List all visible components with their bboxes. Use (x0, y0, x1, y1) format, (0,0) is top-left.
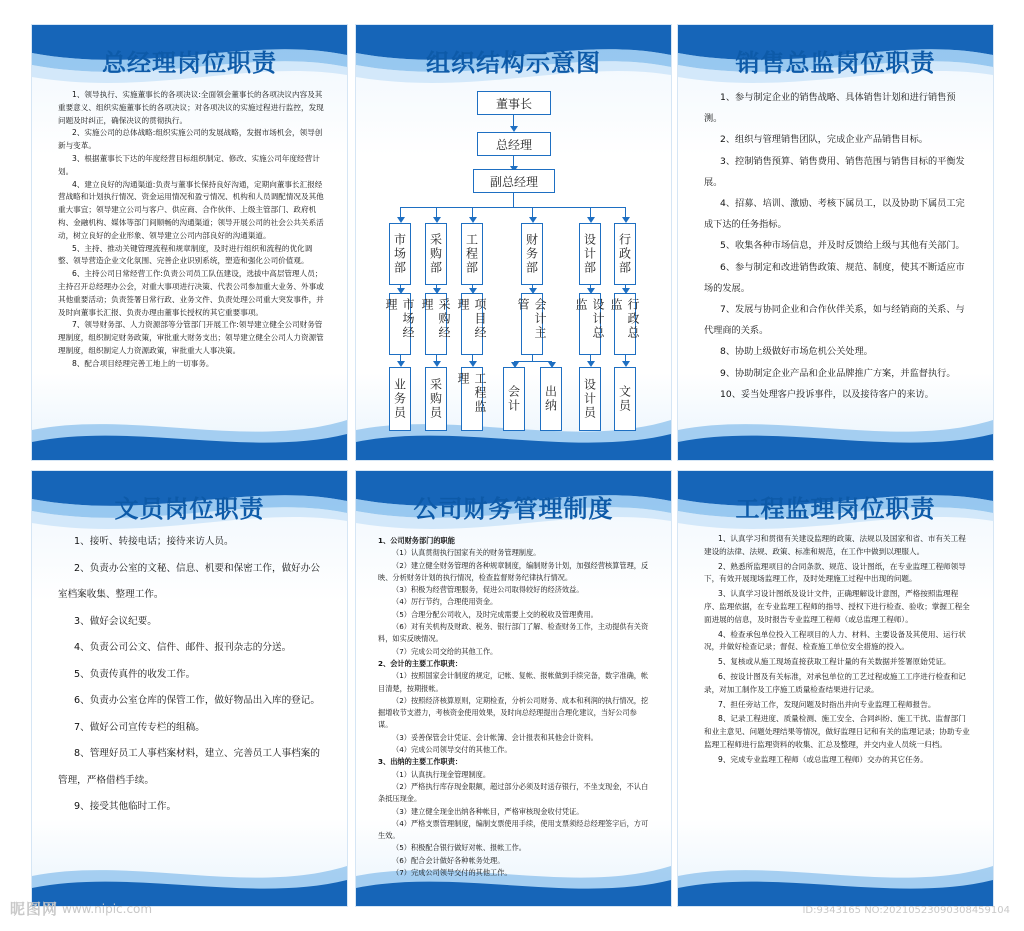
bottom-wave-decoration (32, 400, 347, 460)
rule-line: （4）完成公司领导交付的其他工作。 (392, 745, 512, 755)
duty-line: 2、实施公司的总体战略:组织实施公司的发展战略，发掘市场机会，领导创新与变革。 (58, 128, 323, 151)
panel-sales-director-duties (677, 24, 994, 461)
duty-line: 5、主持、推动关键管理流程和规章制度，及时进行组织和流程的优化调整、领导营造企业文化氛围、完善企业识别系统，塑造和强化公司价值观。 (58, 243, 313, 266)
rule-line: （5）合理分配公司收入，及时完成需要上交的税收及管理费用。 (392, 609, 598, 619)
panel-body (58, 529, 325, 821)
rule-line: （3）妥善保管会计凭证、会计帐簿、会计报表和其他会计资料。 (392, 732, 598, 742)
panel-title: 总经理岗位职责 (102, 48, 277, 77)
rule-line: （4）严格支票管理制度，编制支票使用手续，使用支票须经总经理签字后，方可生效。 (378, 818, 649, 841)
org-box-staff: 业务员 (389, 367, 411, 431)
org-box-dept: 工程部 (461, 223, 483, 285)
org-box-staff: 采购员 (425, 367, 447, 431)
rule-line: （3）积极为经营管理服务，促进公司取得较好的经济效益。 (392, 585, 584, 595)
panel-title: 组织结构示意图 (426, 48, 601, 77)
panel-body (378, 535, 651, 879)
duty-line: 7、领导财务部、人力资源部等分管部门开展工作:领导建立健全公司财务管理制度，组织制定财务政策，审批重大财务支出；领导建立健全公司人力资源管理制度，组织制定人力资源政策，审批重大人事决策。 (58, 320, 324, 355)
duty-line: 4、招募、培训、激励、考核下属员工，以及协助下属员工完成下达的任务指标。 (704, 198, 965, 231)
rule-line: （1）认真贯彻执行国家有关的财务管理制度。 (392, 548, 541, 558)
rule-line: （1）认真执行现金管理制度。 (392, 769, 491, 779)
panel-title: 工程监理岗位职责 (735, 494, 936, 523)
section-heading: 3、出纳的主要工作职责： (378, 757, 463, 767)
bottom-wave-decoration (678, 400, 993, 460)
duty-line: 1、领导执行、实施董事长的各项决议:全面领会董事长的各项决议内容及其重要意义、组织实施董事长的各项决议；对各项决议的实施过程进行监控，发现问题及时纠正，确保决议的贯彻执行。 (58, 90, 324, 125)
rule-line: （1）按照国家会计制度的规定，记帐、复帐、报帐做到手续完备，数字准确，帐目清楚，按期报帐。 (378, 671, 649, 693)
rule-line: （2）按照经济核算原则，定期检查，分析公司财务、成本和利润的执行情况，挖掘增收节支潜力，考核资金使用效果，及时向总经理提出合理化建议，当好公司参谋。 (378, 695, 649, 730)
org-box-staff: 出纳 (540, 367, 562, 431)
org-box-dept: 采购部 (425, 223, 447, 285)
rule-line: （2）严格执行库存现金限额，超过部分必须及时送存银行，不坐支现金，不认白条抵压现金。 (378, 781, 649, 804)
duty-line: 2、负责办公室的文秘、信息、机要和保密工作，做好办公室档案收集、整理工作。 (58, 562, 320, 600)
duty-line: 7、担任旁站工作，发现问题及时指出并向专业监理工程师报告。 (718, 699, 936, 709)
org-chart (356, 25, 672, 461)
section-heading: 2、会计的主要工作职责： (378, 658, 463, 668)
org-box-dept: 财务部 (521, 223, 543, 285)
duty-line: 5、收集各种市场信息，并及时反馈给上级与其他有关部门。 (720, 240, 965, 252)
org-box-dept: 行政部 (614, 223, 636, 285)
org-box-gm: 总经理 (477, 132, 551, 156)
panel-supervisor-duties (677, 470, 994, 907)
watermark-url: www.nipic.com (62, 902, 153, 916)
duty-line: 9、接受其他临时工作。 (74, 801, 177, 812)
org-box-dept: 设计部 (579, 223, 601, 285)
rule-line: （7）完成公司交给的其他工作。 (392, 646, 498, 656)
bottom-wave-decoration (32, 846, 347, 906)
duty-line: 3、做好会议纪要。 (74, 615, 157, 627)
duty-line: 3、根据董事长下达的年度经营目标组织制定、修改、实施公司年度经营计划。 (58, 153, 320, 176)
panel-body (704, 87, 971, 405)
panel-body (58, 89, 325, 371)
org-box-chairman: 董事长 (477, 91, 551, 115)
watermark-image-id: ID:9343165 NO:20210523090308459104 (802, 905, 1010, 916)
duty-line: 7、发展与协同企业和合作伙伴关系，如与经销商的关系、与代理商的关系。 (704, 304, 965, 337)
org-connector (514, 361, 552, 362)
duty-line: 8、协助上级做好市场危机公关处理。 (720, 346, 873, 358)
duty-line: 4、负责公司公文、信件、邮件、报刊杂志的分送。 (74, 642, 292, 653)
org-connector (400, 207, 626, 208)
org-box-staff: 文员 (614, 367, 636, 431)
org-box-deputy: 副总经理 (473, 169, 555, 193)
watermark-brand: 昵图网 (10, 900, 59, 918)
duty-line: 8、配合项目经理完善工地上的一切事务。 (72, 358, 214, 368)
duty-line: 8、记录工程进度、质量检测、施工安全、合同纠纷、施工干扰、监督部门和业主意见、问题处理结果等情况，做好监理日记和有关的监理记录；协助专业监理工程师进行监理资料的收集、汇总及整理，并交内业人员统一归档。 (704, 714, 970, 749)
rule-line: （5）积极配合银行做好对帐、报帐工作。 (392, 843, 526, 853)
org-box-manager: 行政总监 (614, 293, 636, 355)
panel-title: 销售总监岗位职责 (735, 48, 936, 77)
duty-line: 10、妥当处理客户投诉事件，以及接待客户的来访。 (720, 388, 934, 400)
org-box-dept: 市场部 (389, 223, 411, 285)
duty-line: 6、主持公司日常经营工作:负责公司员工队伍建设，选拔中高层管理人员；主持召开总经理办公会，对重大事项进行决策、代表公司参加重大业务、外事或其他重要活动；负责签署日常行政、业务文件、负责处理公司重大突发事件，并及时向董事长汇报、负责办理由董事长授权的其它重要事项。 (58, 269, 324, 317)
rule-line: （3）建立健全现金出纳各种帐目，严格审核现金收付凭证。 (392, 806, 584, 816)
rule-line: （4）厉行节约，合理使用资金。 (392, 597, 498, 607)
rule-line: （7）完成公司领导交付的其他工作。 (392, 868, 512, 878)
org-box-manager: 项目经理 (461, 293, 483, 355)
duty-line: 1、参与制定企业的销售战略、具体销售计划和进行销售预测。 (704, 92, 956, 125)
panel-finance-rules (355, 470, 672, 907)
rule-line: （6）对有关机构及财政、税务、银行部门了解、检查财务工作，主动提供有关资料，如实反映情况。 (378, 622, 649, 644)
org-box-manager: 市场经理 (389, 293, 411, 355)
duty-line: 5、复核或从施工现场直接获取工程计量的有关数据并签署原始凭证。 (718, 657, 951, 667)
org-connector (513, 193, 514, 207)
duty-line: 9、完成专业监理工程师（或总监理工程师）交办的其它任务。 (718, 754, 928, 764)
org-box-staff: 工程监理 (461, 367, 483, 431)
duty-line: 5、负责传真件的收发工作。 (74, 668, 196, 680)
bottom-wave-decoration (678, 846, 993, 906)
panel-org-chart (355, 24, 672, 461)
duty-line: 8、管理好员工人事档案材料，建立、完善员工人事档案的管理，严格借档手续。 (58, 748, 320, 786)
panel-title: 公司财务管理制度 (413, 494, 614, 523)
duty-line: 2、组织与管理销售团队，完成企业产品销售目标。 (720, 134, 928, 146)
panel-title: 文员岗位职责 (114, 494, 265, 523)
duty-line: 3、认真学习设计图纸及设计文件，正确理解设计意图，严格按照监理程序、监理依据，在专业监理工程师的指导、授权下进行检查、验收；掌握工程全面进展的信息，及时报告专业监理工程师（或总监理工程师）。 (704, 589, 970, 624)
duty-line: 4、检查承包单位投入工程项目的人力、材料、主要设备及其使用、运行状况，并做好检查记录；督促、检查施工单位安全措施的投入。 (704, 629, 966, 652)
rule-line: （2）建立健全财务管理的各种规章制度，编制财务计划，加强经营核算管理，反映、分析财务计划的执行情况，检查监督财务纪律执行情况。 (378, 560, 649, 582)
duty-line: 6、参与制定和改进销售政策、规范、制度，使其不断适应市场的发展。 (704, 261, 965, 294)
duty-line: 2、熟悉所监理项目的合同条款、规范、设计图纸，在专业监理工程师领导下，有效开展现场监理工作，及时处理施工过程中出现的问题。 (704, 561, 966, 584)
org-box-manager: 会计主管 (521, 293, 543, 355)
duty-line: 4、建立良好的沟通渠道:负责与董事长保持良好沟通，定期向董事长汇报经营战略和计划执行情况、资金运用情况和盈亏情况、机构和人员调配情况及其他重大事宜；领导建立公司与客户、供应商、合作伙伴、上级主管部门、政府机构、金融机构、媒体等部门间顺畅的沟通渠道；领导开展公司的社会公共关系活动，树立良好的企业形象、领导建立公司内部良好的沟通渠道。 (58, 179, 324, 240)
duty-line: 6、按设计图及有关标准，对承包单位的工艺过程或施工工序进行检查和记录，对加工制作及工序施工质量检查结果进行记录。 (704, 671, 966, 694)
panel-body (704, 533, 971, 767)
duty-line: 1、接听、转接电话；接待来访人员。 (74, 536, 234, 547)
panel-clerk-duties (31, 470, 348, 907)
duty-line: 9、协助制定企业产品和企业品牌推广方案，并监督执行。 (720, 367, 956, 379)
rule-line: （6）配合会计做好各种帐务处理。 (392, 855, 505, 865)
duty-line: 7、做好公司宣传专栏的组稿。 (74, 721, 205, 733)
section-heading: 1、公司财务部门的职能 (378, 536, 455, 545)
org-box-staff: 会计 (503, 367, 525, 431)
org-box-staff: 设计员 (579, 367, 601, 431)
duty-line: 3、控制销售预算、销售费用、销售范围与销售目标的平衡发展。 (704, 155, 965, 188)
org-box-manager: 设计总监 (579, 293, 601, 355)
panel-gm-duties (31, 24, 348, 461)
duty-line: 6、负责办公室仓库的保管工作，做好物品出入库的登记。 (74, 695, 320, 706)
org-box-manager: 采购经理 (425, 293, 447, 355)
duty-line: 1、认真学习和贯彻有关建设监理的政策、法规以及国家和省、市有关工程建设的法律、法规、政策、标准和规范，在工作中做到以理服人。 (704, 534, 966, 556)
